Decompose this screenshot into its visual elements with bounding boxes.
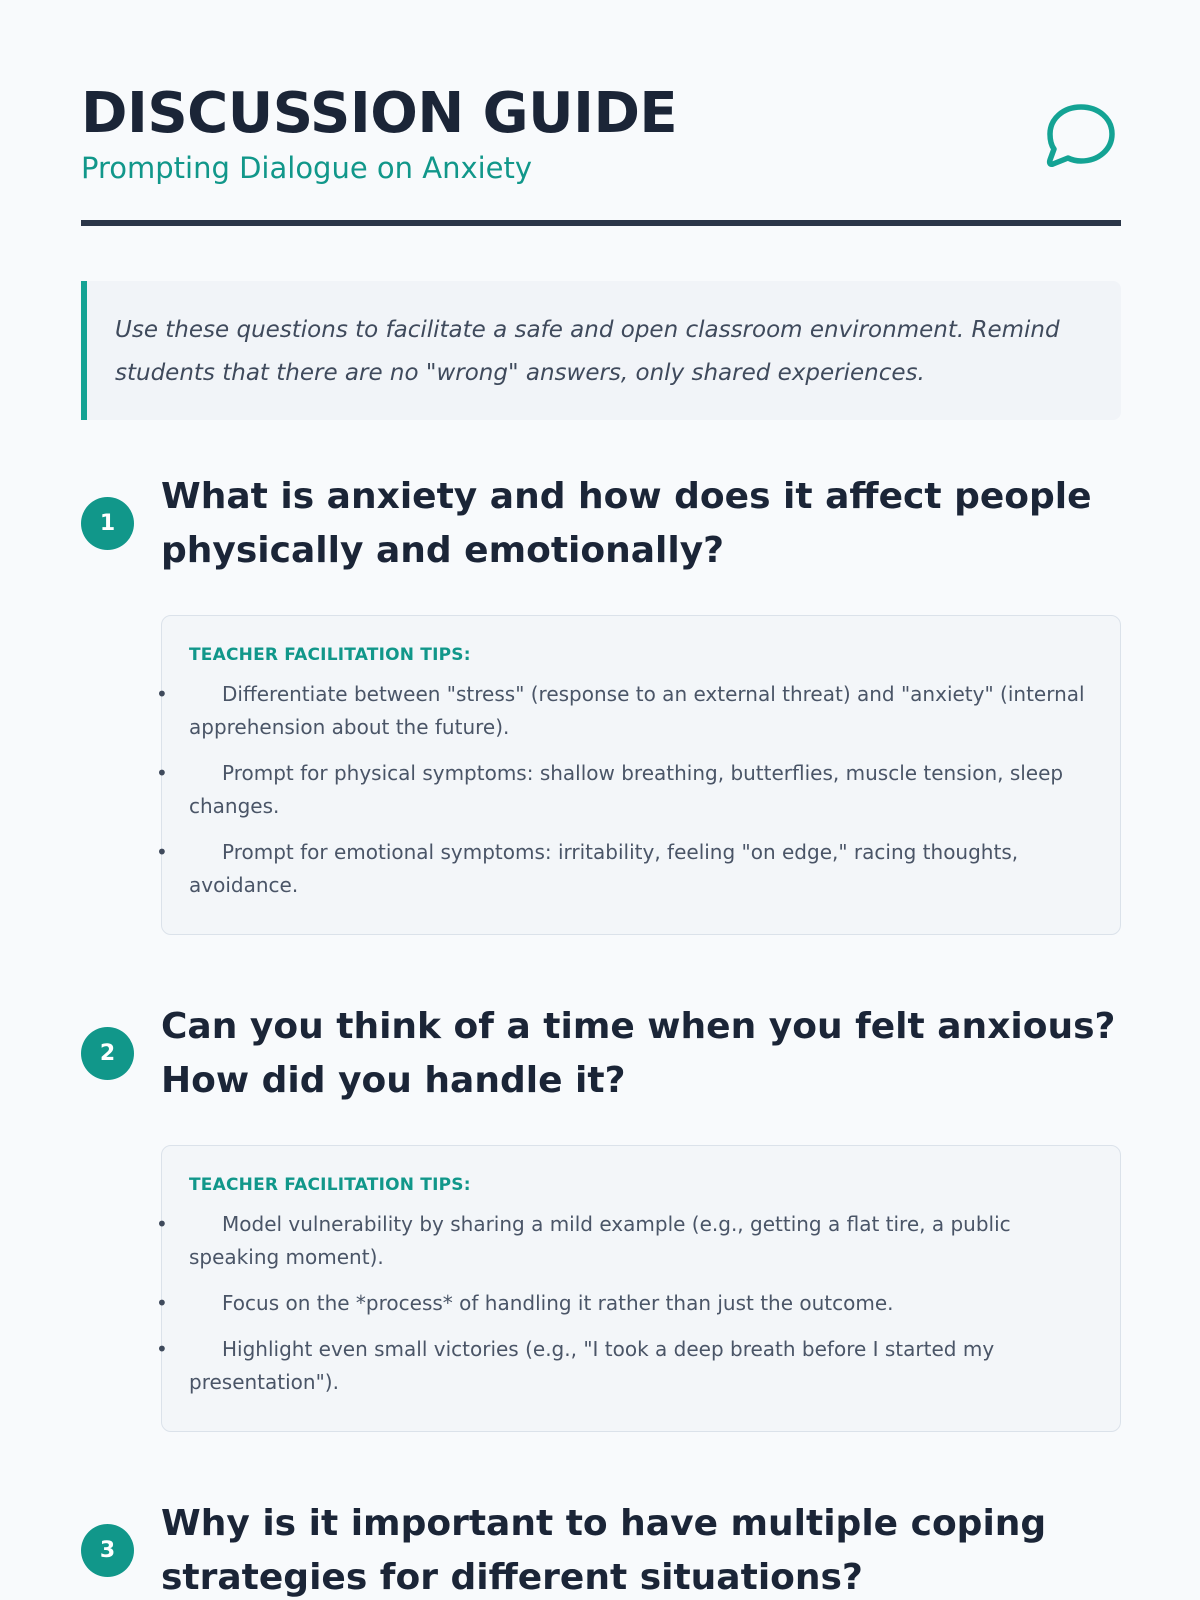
tip-text: Focus on the *process* of handling it rather than just the outcome.: [222, 1291, 894, 1315]
teacher-tips-box: [156, 1145, 1121, 1432]
bullet-icon: •: [156, 840, 168, 864]
tip-text: Prompt for physical symptoms: shallow breathing, butterflies, muscle tension, sleep changes.: [189, 761, 1064, 818]
page-title: DISCUSSION GUIDE: [81, 81, 678, 146]
tip-item: [156, 678, 1094, 744]
question-text: Can you think of a time when you felt anxious? How did you handle it?: [161, 1006, 1116, 1101]
tip-text: Highlight even small victories (e.g., "I took a deep breath before I started my presentation").: [189, 1337, 995, 1394]
bullet-icon: •: [156, 1337, 168, 1361]
question-number-badge: 2: [81, 1027, 134, 1080]
intro-text: Use these questions to facilitate a safe and open classroom environment. Remind students that there are no "wrong" answers, only shared experiences.: [115, 317, 1060, 386]
chat-bubble-icon: [1041, 98, 1121, 178]
header: [81, 82, 1121, 227]
question-number-badge: 3: [81, 1524, 134, 1577]
tip-item: [156, 1287, 1094, 1320]
tips-label: TEACHER FACILITATION TIPS:: [189, 1175, 471, 1195]
intro-callout: [81, 281, 1121, 420]
discussion-guide-page: [81, 0, 1121, 1600]
tips-list: [156, 678, 1094, 902]
bullet-icon: •: [156, 1212, 168, 1236]
tips-label: TEACHER FACILITATION TIPS:: [189, 645, 471, 665]
tip-text: Prompt for emotional symptoms: irritability, feeling "on edge," racing thoughts, avoidance.: [189, 840, 1019, 897]
bullet-icon: •: [156, 761, 168, 785]
tip-text: Model vulnerability by sharing a mild example (e.g., getting a flat tire, a public speaking moment).: [189, 1212, 1011, 1269]
tip-item: [156, 836, 1094, 902]
question-text: What is anxiety and how does it affect people physically and emotionally?: [161, 476, 1092, 571]
page-subtitle: Prompting Dialogue on Anxiety: [81, 151, 533, 185]
bullet-icon: •: [156, 1291, 168, 1315]
tip-item: [156, 757, 1094, 823]
question-text: Why is it important to have multiple coping strategies for different situations?: [161, 1503, 1047, 1598]
tip-item: [156, 1208, 1094, 1274]
bullet-icon: •: [156, 682, 168, 706]
question-number-badge: 1: [81, 497, 134, 550]
header-divider: [81, 220, 1121, 226]
tip-item: [156, 1333, 1094, 1399]
tip-text: Differentiate between "stress" (response to an external threat) and "anxiety" (internal apprehension about the future).: [189, 682, 1085, 739]
teacher-tips-box: [156, 615, 1121, 935]
tips-list: [156, 1208, 1094, 1399]
